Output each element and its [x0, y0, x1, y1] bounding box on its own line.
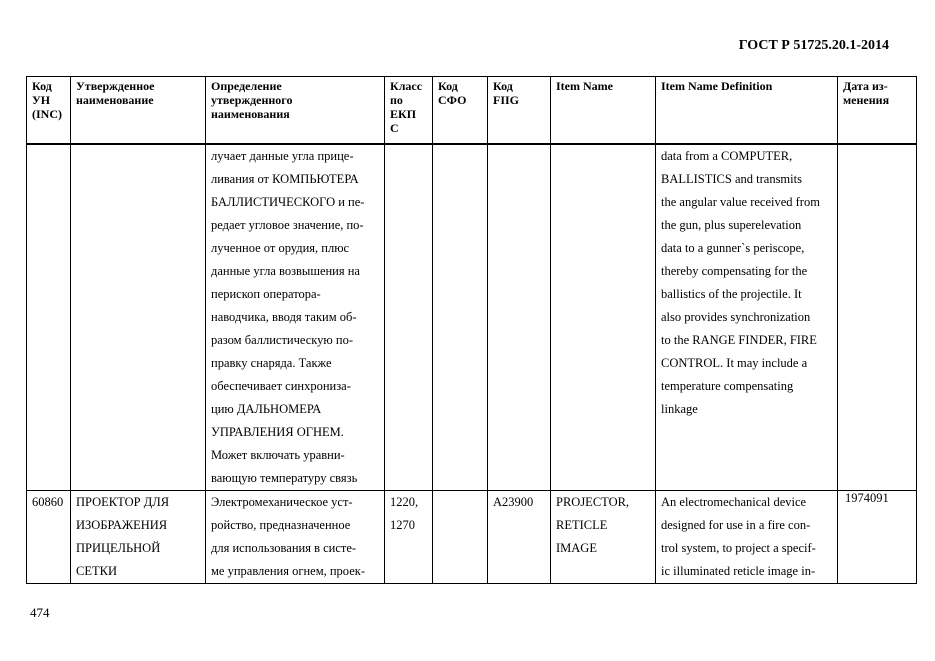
text-line: менения	[843, 93, 890, 107]
text-line: наименование	[76, 93, 154, 107]
text-line: ройство, предназначенное	[211, 518, 351, 532]
text-line: редает угловое значение, по-	[211, 218, 364, 232]
text-line: also provides synchronization	[661, 310, 811, 324]
text-line: Код	[438, 79, 458, 93]
cell-ekps-class	[385, 491, 433, 584]
text-line: Item Name	[556, 79, 613, 93]
text-line: по	[390, 93, 403, 107]
text-line: цию ДАЛЬНОМЕРА	[211, 402, 322, 416]
header-sfo-code	[433, 77, 488, 145]
text-line: Код	[32, 79, 52, 93]
catalog-table	[26, 76, 917, 584]
text-line: Определение	[211, 79, 282, 93]
text-line: данные угла возвышения на	[211, 264, 360, 278]
text-line: БАЛЛИСТИЧЕСКОГО и пе-	[211, 195, 365, 209]
text-line: УПРАВЛЕНИЯ ОГНЕМ.	[211, 425, 344, 439]
cell-ekps-class	[385, 144, 433, 491]
text-line: Дата из-	[843, 79, 888, 93]
cell-item-name	[551, 491, 656, 584]
text-line: утвержденного	[211, 93, 293, 107]
text-line: лучает данные угла прице-	[211, 149, 354, 163]
text-line: Код	[493, 79, 513, 93]
text-line: designed for use in a fire con-	[661, 518, 811, 532]
text-line: СФО	[438, 93, 467, 107]
text-line: для использования в систе-	[211, 541, 357, 555]
text-line: ливания от КОМПЬЮТЕРА	[211, 172, 359, 186]
header-item-name-definition	[656, 77, 838, 145]
cell-sfo-code	[433, 144, 488, 491]
text-line: Класс	[390, 79, 423, 93]
header-item-name	[551, 77, 656, 145]
cell-approved-name	[71, 491, 206, 584]
text-line: the gun, plus superelevation	[661, 218, 802, 232]
table-row	[27, 491, 917, 584]
text-line: ic illuminated reticle image in-	[661, 564, 816, 578]
cell-item-name	[551, 144, 656, 491]
header-name-definition	[206, 77, 385, 145]
text-line: 1270	[390, 518, 415, 532]
text-line: 1974091	[845, 491, 889, 505]
text-line: temperature compensating	[661, 379, 794, 393]
text-line: Утвержденное	[76, 79, 155, 93]
cell-change-date	[838, 144, 917, 491]
text-line: to the RANGE FINDER, FIRE	[661, 333, 817, 347]
text-line: УН	[32, 93, 51, 107]
text-line: правку снаряда. Также	[211, 356, 332, 370]
cell-sfo-code	[433, 491, 488, 584]
document-standard-number: ГОСТ Р 51725.20.1-2014	[738, 38, 889, 53]
text-line: С	[390, 121, 399, 135]
text-line: обеспечивает синхрониза-	[211, 379, 351, 393]
text-line: ballistics of the projectile. It	[661, 287, 802, 301]
header-fiig-code	[488, 77, 551, 145]
text-line: Электромеханическое уст-	[211, 495, 353, 509]
text-line: BALLISTICS and transmits	[661, 172, 802, 186]
cell-name-definition	[206, 144, 385, 491]
text-line: 1220,	[390, 495, 419, 509]
cell-item-name-definition	[656, 491, 838, 584]
header-ekps-class	[385, 77, 433, 145]
table-row	[27, 144, 917, 491]
text-line: An electromechanical device	[661, 495, 807, 509]
text-line: data from a COMPUTER,	[661, 149, 793, 163]
text-line: ме управления огнем, проек-	[211, 564, 365, 578]
text-line: ЕКП	[390, 107, 417, 121]
text-line: СЕТКИ	[76, 564, 117, 578]
cell-fiig-code	[488, 491, 551, 584]
text-line: trol system, to project a specif-	[661, 541, 816, 555]
page-number: 474	[30, 605, 50, 620]
text-line: Item Name Definition	[661, 79, 773, 93]
cell-approved-name	[71, 144, 206, 491]
text-line: (INC)	[32, 107, 62, 121]
text-line: вающую температуру связь	[211, 471, 358, 485]
text-line: FIIG	[493, 93, 520, 107]
table-header-row	[27, 77, 917, 145]
text-line: IMAGE	[556, 541, 597, 555]
cell-inc-code	[27, 491, 71, 584]
header-inc-code	[27, 77, 71, 145]
text-line: ИЗОБРАЖЕНИЯ	[76, 518, 168, 532]
text-line: Может включать уравни-	[211, 448, 345, 462]
text-line: наименования	[211, 107, 290, 121]
text-line: A23900	[493, 495, 534, 509]
cell-change-date	[838, 491, 917, 584]
cell-fiig-code	[488, 144, 551, 491]
text-line: thereby compensating for the	[661, 264, 808, 278]
text-line: ПРОЕКТОР ДЛЯ	[76, 495, 170, 509]
cell-item-name-definition	[656, 144, 838, 491]
text-line: RETICLE	[556, 518, 608, 532]
text-line: linkage	[661, 402, 698, 416]
text-line: the angular value received from	[661, 195, 820, 209]
text-line: CONTROL. It may include a	[661, 356, 808, 370]
text-line: 60860	[32, 495, 64, 509]
text-line: лученное от орудия, плюс	[211, 241, 350, 255]
text-line: PROJECTOR,	[556, 495, 630, 509]
cell-inc-code	[27, 144, 71, 491]
header-approved-name	[71, 77, 206, 145]
text-line: data to a gunner`s periscope,	[661, 241, 805, 255]
cell-name-definition	[206, 491, 385, 584]
text-line: перископ оператора-	[211, 287, 321, 301]
text-line: наводчика, вводя таким об-	[211, 310, 357, 324]
text-line: ПРИЦЕЛЬНОЙ	[76, 541, 161, 555]
text-line: разом баллистическую по-	[211, 333, 353, 347]
header-change-date	[838, 77, 917, 145]
